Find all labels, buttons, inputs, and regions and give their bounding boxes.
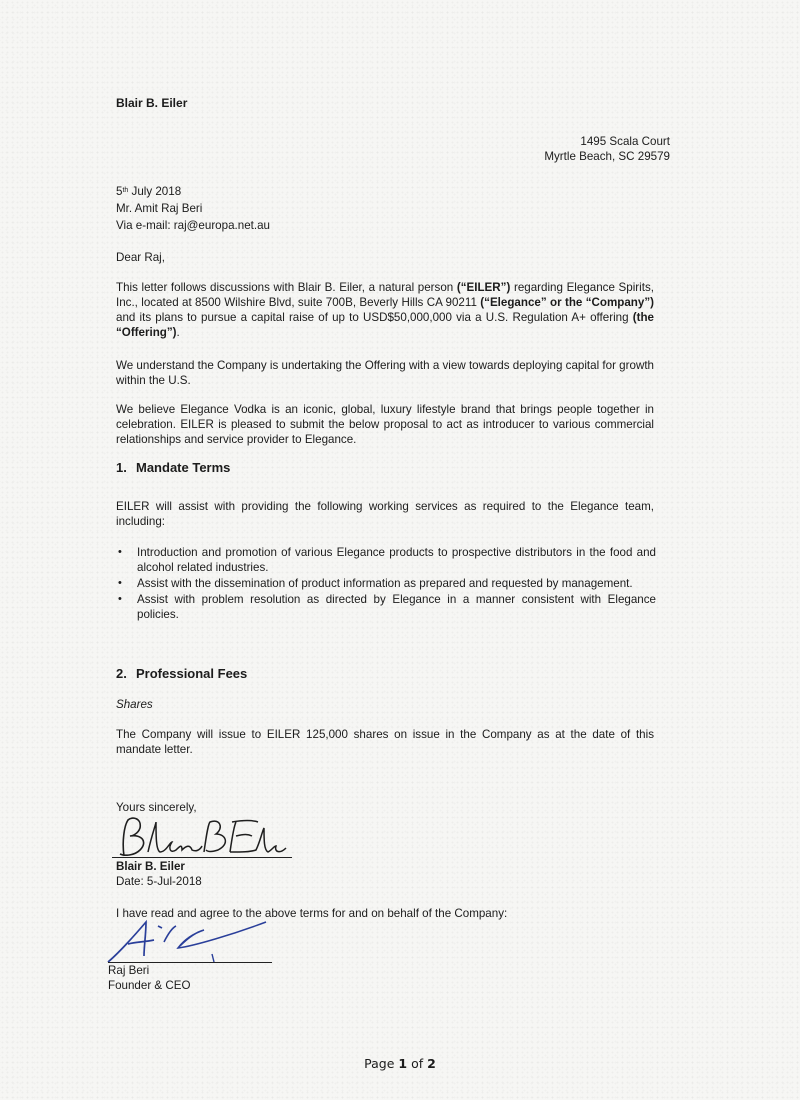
valediction: Yours sincerely,	[116, 801, 197, 814]
section-2-body: The Company will issue to EILER 125,000 shares on issue in the Company as at the date of this mandate letter.	[116, 728, 654, 756]
section-2-heading	[116, 666, 247, 681]
section-2-title: Professional Fees	[136, 666, 248, 681]
section-2-number: 2.	[116, 666, 127, 681]
beri-signatory-title: Founder & CEO	[108, 979, 191, 992]
section-1-heading	[116, 460, 230, 475]
section-1-title: Mandate Terms	[136, 460, 231, 475]
eiler-signed-date: Date: 5-Jul-2018	[116, 875, 202, 888]
list-item: • Introduction and promotion of various Elegance products to prospective distributors in the food and alcohol related industries.	[118, 546, 656, 574]
services-list	[116, 545, 656, 623]
sender-name: Blair B. Eiler	[116, 96, 188, 110]
section-1-intro: EILER will assist with providing the following working services as required to the Elegance team, including:	[116, 500, 654, 528]
section-1-number: 1.	[116, 460, 127, 475]
address-line-2: Myrtle Beach, SC 29579	[544, 150, 670, 163]
sender-address	[370, 134, 670, 164]
list-item: • Assist with problem resolution as directed by Elegance in a manner consistent with Elegance policies.	[118, 593, 656, 621]
paragraph-brand: We believe Elegance Vodka is an iconic, global, luxury lifestyle brand that brings people together in celebration. EILER is pleased to submit the below proposal to act as introducer to various commercial relationships and service provider to Elegance.	[116, 403, 654, 446]
paragraph-intro: This letter follows discussions with Blair B. Eiler, a natural person (“EILER”) regarding Elegance Spirits, Inc., located at 8500 Wilshire Blvd, suite 700B, Beverly Hills CA 90211 (“Elegance” or the “Company”) and its plans to pursue a capital raise of up to USD$50,000,000 via a U.S. Regulation A+ offering (the “Offering”).	[116, 281, 654, 339]
agreement-statement: I have read and agree to the above terms for and on behalf of the Company:	[116, 907, 508, 920]
bullet-icon: •	[118, 593, 122, 605]
address-line-1: 1495 Scala Court	[580, 135, 670, 148]
letter-date	[116, 184, 270, 201]
list-item: • Assist with the dissemination of product information as prepared and requested by management.	[118, 577, 633, 590]
date-suffix: th	[122, 187, 129, 194]
recipient-name: Mr. Amit Raj Beri	[116, 202, 203, 215]
beri-signatory-name: Raj Beri	[108, 964, 150, 977]
date-day: 5	[116, 185, 123, 198]
eiler-signature-line	[112, 857, 292, 858]
recipient-email: Via e-mail: raj@europa.net.au	[116, 219, 270, 232]
date-rest: July 2018	[128, 185, 182, 198]
section-2-subtitle: Shares	[116, 698, 153, 711]
letter-meta	[116, 184, 270, 235]
bullet-icon: •	[118, 546, 122, 558]
bullet-icon: •	[118, 577, 122, 589]
eiler-signatory-name: Blair B. Eiler	[116, 860, 185, 873]
paragraph-purpose: We understand the Company is undertaking the Offering with a view towards deploying capital for growth within the U.S.	[116, 359, 654, 387]
greeting: Dear Raj,	[116, 251, 165, 264]
page-number: Page 1 of 2	[364, 1056, 436, 1071]
